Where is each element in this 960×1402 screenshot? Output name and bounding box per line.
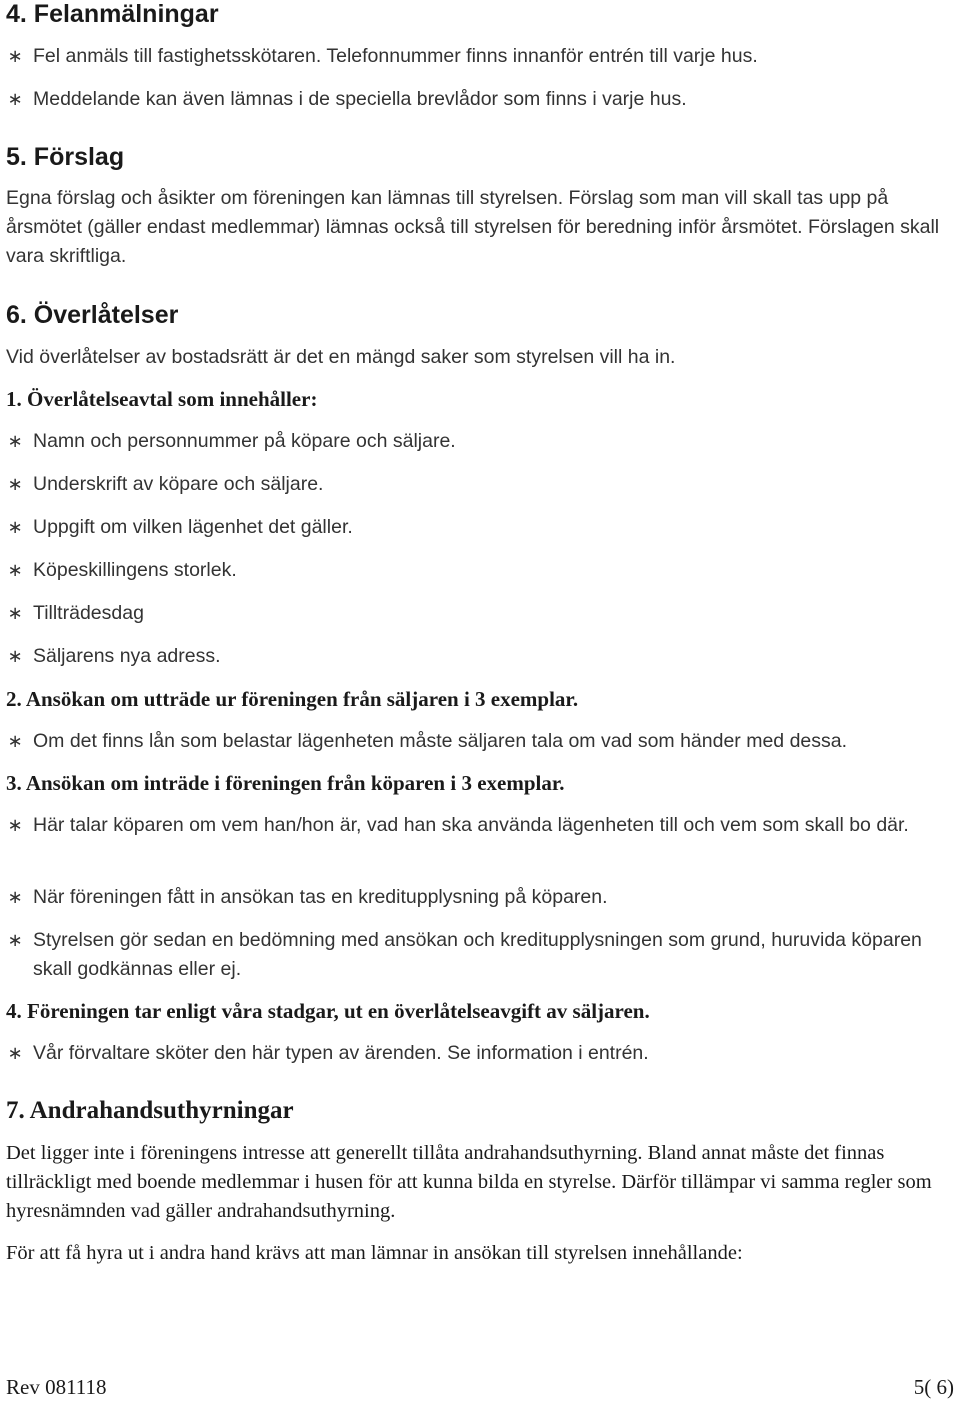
bullet-icon: ∗ <box>7 930 23 950</box>
list-item: ∗ Om det finns lån som belastar lägenheten måste säljaren tala om vad som händer med dessa. <box>6 727 946 756</box>
bullet-icon: ∗ <box>7 603 23 623</box>
section-6-heading: 6. Överlåtelser <box>6 301 179 329</box>
list-item: ∗ Vår förvaltare sköter den här typen av ärenden. Se information i entrén. <box>6 1039 946 1068</box>
list-item: ∗ Uppgift om vilken lägenhet det gäller. <box>6 513 946 542</box>
bullet-icon: ∗ <box>7 887 23 907</box>
bullet-icon: ∗ <box>7 731 23 751</box>
bullet-icon: ∗ <box>7 431 23 451</box>
list-item: ∗ Säljarens nya adress. <box>6 642 946 671</box>
list-item: ∗ Tillträdesdag <box>6 599 946 628</box>
section-4-heading: 4. Felanmälningar <box>6 0 219 28</box>
section-6-intro: Vid överlåtelser av bostadsrätt är det en mängd saker som styrelsen vill ha in. <box>6 346 676 368</box>
section-5-body: Egna förslag och åsikter om föreningen kan lämnas till styrelsen. Förslag som man vill skall tas upp på årsmötet (gäller endast medlemmar) lämnas också till styrelsen för beredning inför årsmötet. Förslagen skall vara skriftliga. <box>6 187 940 267</box>
list-item: ∗ Fel anmäls till fastighetsskötaren. Telefonnummer finns innanför entrén till varje hus. <box>6 42 946 71</box>
bullet-icon: ∗ <box>7 89 23 109</box>
section-7-body: Det ligger inte i föreningens intresse att generellt tillåta andrahandsuthyrning. Bland annat måste det finnas tillräckligt med boende medlemmar i husen för att kunna bilda en styrelse. Därför tillämpar vi samma regler som hyresnämnden vad gäller andrahandsuthyrning. <box>6 1142 932 1222</box>
bullet-icon: ∗ <box>7 560 23 580</box>
revision-label: Rev 081118 <box>6 1375 107 1399</box>
section-5-heading: 5. Förslag <box>6 143 125 171</box>
list-item: ∗ Underskrift av köpare och säljare. <box>6 470 946 499</box>
subsection-1-heading: 1. Överlåtelseavtal som innehåller: <box>6 387 318 411</box>
list-item: ∗ Meddelande kan även lämnas i de speciella brevlådor som finns i varje hus. <box>6 85 946 114</box>
bullet-icon: ∗ <box>7 474 23 494</box>
subsection-4-heading: 4. Föreningen tar enligt våra stadgar, ut en överlåtelseavgift av säljaren. <box>6 999 650 1023</box>
list-item: ∗ Köpeskillingens storlek. <box>6 556 946 585</box>
list-item: ∗ Styrelsen gör sedan en bedömning med ansökan och kreditupplysningen som grund, huruvida köparen skall godkännas eller ej. <box>6 926 946 984</box>
bullet-icon: ∗ <box>7 815 23 835</box>
bullet-icon: ∗ <box>7 46 23 66</box>
bullet-icon: ∗ <box>7 646 23 666</box>
section-7-heading: 7. Andrahandsuthyrningar <box>6 1097 294 1124</box>
subsection-3-heading: 3. Ansökan om inträde i föreningen från köparen i 3 exemplar. <box>6 771 565 795</box>
list-item: ∗ Här talar köparen om vem han/hon är, vad han ska använda lägenheten till och vem som skall bo där. <box>6 811 946 840</box>
bullet-icon: ∗ <box>7 1043 23 1063</box>
subsection-2-heading: 2. Ansökan om utträde ur föreningen från säljaren i 3 exemplar. <box>6 687 579 711</box>
list-item: ∗ När föreningen fått in ansökan tas en kreditupplysning på köparen. <box>6 883 946 912</box>
page-number: 5( 6) <box>913 1375 954 1399</box>
bullet-icon: ∗ <box>7 517 23 537</box>
list-item: ∗ Namn och personnummer på köpare och säljare. <box>6 427 946 456</box>
section-7-body-2: För att få hyra ut i andra hand krävs att man lämnar in ansökan till styrelsen innehållande: <box>6 1242 743 1264</box>
